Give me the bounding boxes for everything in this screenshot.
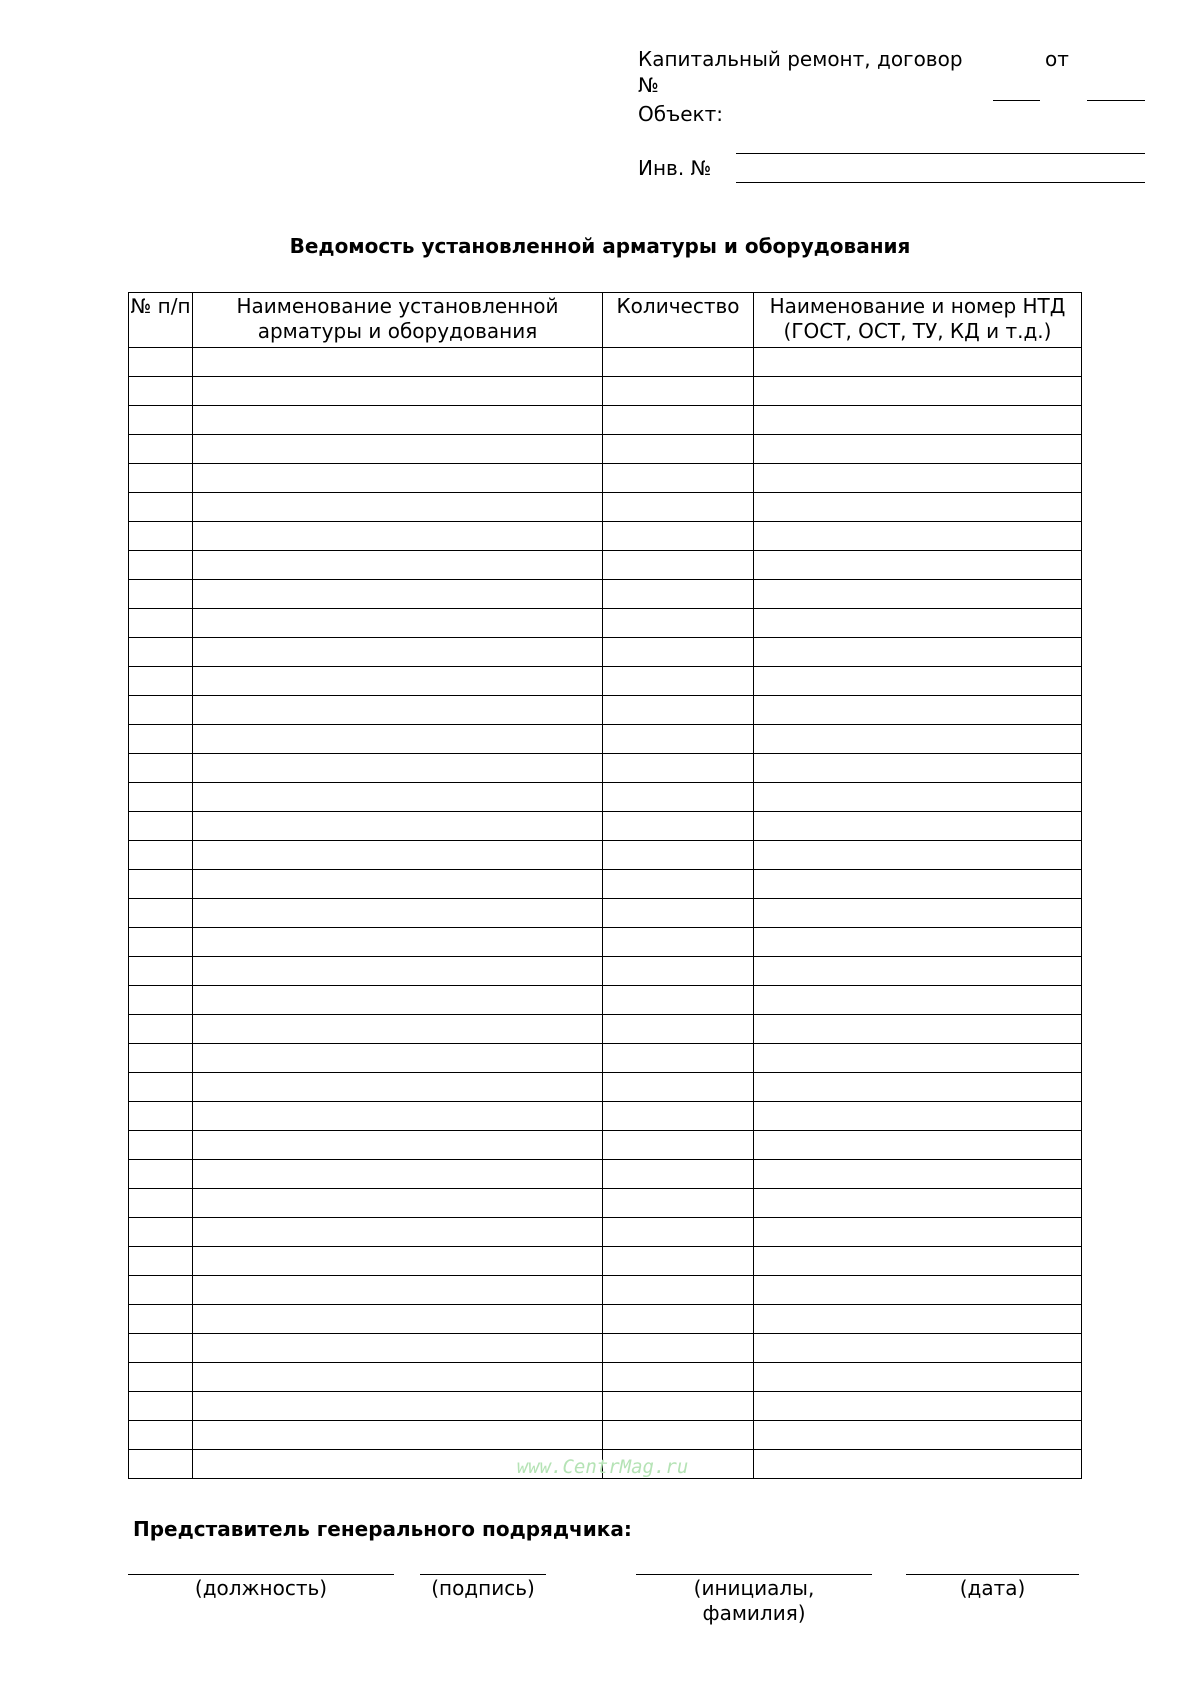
- quantity-cell[interactable]: [603, 609, 754, 638]
- quantity-cell[interactable]: [603, 638, 754, 667]
- table-row: [129, 725, 1082, 754]
- table-row: [129, 377, 1082, 406]
- name-cell[interactable]: [193, 348, 603, 377]
- table-row: [129, 1247, 1082, 1276]
- ntd-cell[interactable]: [754, 1392, 1082, 1421]
- name-cell[interactable]: [193, 870, 603, 899]
- quantity-cell[interactable]: [603, 1218, 754, 1247]
- ntd-cell[interactable]: [754, 870, 1082, 899]
- quantity-cell[interactable]: [603, 1131, 754, 1160]
- ntd-cell[interactable]: [754, 1015, 1082, 1044]
- name-cell[interactable]: [193, 435, 603, 464]
- table-row: [129, 1392, 1082, 1421]
- name-cell[interactable]: [193, 580, 603, 609]
- table-row: [129, 1189, 1082, 1218]
- number-cell[interactable]: [129, 1305, 193, 1334]
- name-cell[interactable]: [193, 1276, 603, 1305]
- table-row: [129, 899, 1082, 928]
- number-cell[interactable]: [129, 493, 193, 522]
- table-row: [129, 580, 1082, 609]
- number-cell[interactable]: [129, 464, 193, 493]
- ntd-cell[interactable]: [754, 1421, 1082, 1450]
- quantity-cell[interactable]: [603, 1363, 754, 1392]
- table-row: [129, 1160, 1082, 1189]
- quantity-cell[interactable]: [603, 1247, 754, 1276]
- quantity-cell[interactable]: [603, 1160, 754, 1189]
- table-row: [129, 696, 1082, 725]
- number-cell[interactable]: [129, 928, 193, 957]
- quantity-cell[interactable]: [603, 464, 754, 493]
- table-row: [129, 406, 1082, 435]
- number-cell[interactable]: [129, 406, 193, 435]
- ntd-cell[interactable]: [754, 609, 1082, 638]
- ntd-cell[interactable]: [754, 435, 1082, 464]
- number-cell[interactable]: [129, 522, 193, 551]
- date-field[interactable]: [906, 1574, 1079, 1575]
- table-row: [129, 522, 1082, 551]
- equipment-table: [128, 292, 1082, 1479]
- name-cell[interactable]: [193, 1073, 603, 1102]
- ntd-cell[interactable]: [754, 725, 1082, 754]
- quantity-cell[interactable]: [603, 580, 754, 609]
- table-row: [129, 551, 1082, 580]
- ntd-cell[interactable]: [754, 1334, 1082, 1363]
- ntd-cell[interactable]: [754, 522, 1082, 551]
- number-cell[interactable]: [129, 1392, 193, 1421]
- contract-date-field[interactable]: [1087, 100, 1145, 101]
- number-cell[interactable]: [129, 1044, 193, 1073]
- name-cell[interactable]: [193, 754, 603, 783]
- name-cell[interactable]: [193, 551, 603, 580]
- ntd-cell[interactable]: [754, 928, 1082, 957]
- col-header-name: Наименование установленной арматуры и оборудования: [193, 293, 603, 348]
- quantity-cell[interactable]: [603, 696, 754, 725]
- number-cell[interactable]: [129, 348, 193, 377]
- quantity-cell[interactable]: [603, 551, 754, 580]
- signature-caption: (подпись): [431, 1576, 535, 1600]
- table-row: [129, 1073, 1082, 1102]
- ntd-cell[interactable]: [754, 377, 1082, 406]
- quantity-cell[interactable]: [603, 870, 754, 899]
- signature-field[interactable]: [420, 1574, 546, 1575]
- quantity-cell[interactable]: [603, 348, 754, 377]
- name-cell[interactable]: [193, 1421, 603, 1450]
- name-caption: (инициалы, фамилия): [693, 1576, 815, 1625]
- number-cell[interactable]: [129, 580, 193, 609]
- ntd-cell[interactable]: [754, 1247, 1082, 1276]
- ntd-cell[interactable]: [754, 1073, 1082, 1102]
- document-title: Ведомость установленной арматуры и оборудования: [289, 234, 911, 258]
- name-cell[interactable]: [193, 1363, 603, 1392]
- number-cell[interactable]: [129, 1247, 193, 1276]
- number-cell[interactable]: [129, 1450, 193, 1479]
- quantity-cell[interactable]: [603, 1189, 754, 1218]
- date-caption: (дата): [959, 1576, 1026, 1600]
- number-cell[interactable]: [129, 638, 193, 667]
- ntd-cell[interactable]: [754, 783, 1082, 812]
- ntd-cell[interactable]: [754, 551, 1082, 580]
- number-cell[interactable]: [129, 870, 193, 899]
- name-cell[interactable]: [193, 493, 603, 522]
- name-cell[interactable]: [193, 725, 603, 754]
- ntd-cell[interactable]: [754, 1189, 1082, 1218]
- quantity-cell[interactable]: [603, 1421, 754, 1450]
- name-cell[interactable]: [193, 1044, 603, 1073]
- watermark: www.CentrMag.ru: [516, 1456, 689, 1478]
- ntd-cell[interactable]: [754, 986, 1082, 1015]
- quantity-cell[interactable]: [603, 1392, 754, 1421]
- ntd-cell[interactable]: [754, 1276, 1082, 1305]
- name-cell[interactable]: [193, 899, 603, 928]
- quantity-cell[interactable]: [603, 1305, 754, 1334]
- col-header-quantity: Количество: [603, 293, 754, 348]
- table-row: [129, 957, 1082, 986]
- table-row: [129, 1044, 1082, 1073]
- ntd-cell[interactable]: [754, 348, 1082, 377]
- table-row: [129, 667, 1082, 696]
- quantity-cell[interactable]: [603, 841, 754, 870]
- number-cell[interactable]: [129, 435, 193, 464]
- name-cell[interactable]: [193, 522, 603, 551]
- ntd-cell[interactable]: [754, 580, 1082, 609]
- quantity-cell[interactable]: [603, 1276, 754, 1305]
- table-row: [129, 754, 1082, 783]
- name-cell[interactable]: [193, 812, 603, 841]
- quantity-cell[interactable]: [603, 783, 754, 812]
- name-cell[interactable]: [193, 1160, 603, 1189]
- name-cell[interactable]: [193, 986, 603, 1015]
- name-cell[interactable]: [193, 1189, 603, 1218]
- number-cell[interactable]: [129, 377, 193, 406]
- quantity-cell[interactable]: [603, 1015, 754, 1044]
- representative-heading: Представитель генерального подрядчика:: [133, 1517, 632, 1541]
- ntd-cell[interactable]: [754, 493, 1082, 522]
- number-cell[interactable]: [129, 899, 193, 928]
- number-cell[interactable]: [129, 1421, 193, 1450]
- number-cell[interactable]: [129, 1218, 193, 1247]
- number-cell[interactable]: [129, 1015, 193, 1044]
- quantity-cell[interactable]: [603, 493, 754, 522]
- number-cell[interactable]: [129, 986, 193, 1015]
- name-cell[interactable]: [193, 1305, 603, 1334]
- quantity-cell[interactable]: [603, 928, 754, 957]
- table-row: [129, 783, 1082, 812]
- number-cell[interactable]: [129, 1363, 193, 1392]
- table-row: [129, 1218, 1082, 1247]
- table-row: [129, 464, 1082, 493]
- quantity-cell[interactable]: [603, 725, 754, 754]
- table-row: [129, 986, 1082, 1015]
- ntd-cell[interactable]: [754, 899, 1082, 928]
- contract-number-field[interactable]: [993, 100, 1040, 101]
- table-row: [129, 1102, 1082, 1131]
- inv-field[interactable]: [736, 182, 1145, 183]
- ntd-cell[interactable]: [754, 1363, 1082, 1392]
- name-cell[interactable]: [193, 783, 603, 812]
- ntd-cell[interactable]: [754, 1450, 1082, 1479]
- name-field[interactable]: [636, 1574, 872, 1575]
- name-cell[interactable]: [193, 1131, 603, 1160]
- number-cell[interactable]: [129, 1073, 193, 1102]
- ntd-cell[interactable]: [754, 1160, 1082, 1189]
- inv-label: Инв. №: [638, 156, 712, 180]
- table-row: [129, 928, 1082, 957]
- ntd-cell[interactable]: [754, 638, 1082, 667]
- number-cell[interactable]: [129, 812, 193, 841]
- quantity-cell[interactable]: [603, 986, 754, 1015]
- table-row: [129, 609, 1082, 638]
- ntd-cell[interactable]: [754, 841, 1082, 870]
- ntd-cell[interactable]: [754, 812, 1082, 841]
- table-row: [129, 348, 1082, 377]
- number-cell[interactable]: [129, 1334, 193, 1363]
- object-field[interactable]: [736, 153, 1145, 154]
- ntd-cell[interactable]: [754, 406, 1082, 435]
- number-cell[interactable]: [129, 609, 193, 638]
- ntd-cell[interactable]: [754, 754, 1082, 783]
- quantity-cell[interactable]: [603, 406, 754, 435]
- object-label: Объект:: [638, 102, 723, 126]
- ntd-cell[interactable]: [754, 667, 1082, 696]
- ntd-cell[interactable]: [754, 1305, 1082, 1334]
- quantity-cell[interactable]: [603, 667, 754, 696]
- name-cell[interactable]: [193, 377, 603, 406]
- ntd-cell[interactable]: [754, 1218, 1082, 1247]
- quantity-cell[interactable]: [603, 899, 754, 928]
- quantity-cell[interactable]: [603, 1044, 754, 1073]
- name-cell[interactable]: [193, 1247, 603, 1276]
- number-cell[interactable]: [129, 1131, 193, 1160]
- table-row: [129, 1363, 1082, 1392]
- name-cell[interactable]: [193, 464, 603, 493]
- ntd-cell[interactable]: [754, 1044, 1082, 1073]
- name-cell[interactable]: [193, 1334, 603, 1363]
- number-cell[interactable]: [129, 725, 193, 754]
- quantity-cell[interactable]: [603, 522, 754, 551]
- name-cell[interactable]: [193, 1392, 603, 1421]
- contract-label: Капитальный ремонт, договор: [638, 47, 963, 71]
- number-cell[interactable]: [129, 1276, 193, 1305]
- name-cell[interactable]: [193, 1015, 603, 1044]
- table-row: [129, 841, 1082, 870]
- quantity-cell[interactable]: [603, 754, 754, 783]
- name-cell[interactable]: [193, 609, 603, 638]
- contract-date-label: от: [1045, 47, 1069, 71]
- number-cell[interactable]: [129, 957, 193, 986]
- quantity-cell[interactable]: [603, 377, 754, 406]
- quantity-cell[interactable]: [603, 812, 754, 841]
- table-row: [129, 1334, 1082, 1363]
- table-row: [129, 1305, 1082, 1334]
- name-cell[interactable]: [193, 406, 603, 435]
- table-header-row: [129, 293, 1082, 348]
- number-cell[interactable]: [129, 1189, 193, 1218]
- number-cell[interactable]: [129, 841, 193, 870]
- quantity-cell[interactable]: [603, 1334, 754, 1363]
- table-row: [129, 870, 1082, 899]
- name-cell[interactable]: [193, 957, 603, 986]
- contract-number-sign: №: [638, 73, 659, 97]
- col-header-number: № п/п: [129, 293, 193, 348]
- ntd-cell[interactable]: [754, 464, 1082, 493]
- table-row: [129, 638, 1082, 667]
- number-cell[interactable]: [129, 696, 193, 725]
- table-row: [129, 1421, 1082, 1450]
- quantity-cell[interactable]: [603, 957, 754, 986]
- name-cell[interactable]: [193, 1102, 603, 1131]
- table-row: [129, 1015, 1082, 1044]
- quantity-cell[interactable]: [603, 1102, 754, 1131]
- position-field[interactable]: [128, 1574, 394, 1575]
- table-row: [129, 812, 1082, 841]
- number-cell[interactable]: [129, 667, 193, 696]
- name-cell[interactable]: [193, 1218, 603, 1247]
- ntd-cell[interactable]: [754, 1102, 1082, 1131]
- number-cell[interactable]: [129, 1102, 193, 1131]
- table-row: [129, 493, 1082, 522]
- name-cell[interactable]: [193, 696, 603, 725]
- quantity-cell[interactable]: [603, 435, 754, 464]
- ntd-cell[interactable]: [754, 1131, 1082, 1160]
- ntd-cell[interactable]: [754, 957, 1082, 986]
- name-cell[interactable]: [193, 841, 603, 870]
- table-row: [129, 1131, 1082, 1160]
- name-cell[interactable]: [193, 667, 603, 696]
- number-cell[interactable]: [129, 1160, 193, 1189]
- number-cell[interactable]: [129, 783, 193, 812]
- table-row: [129, 435, 1082, 464]
- number-cell[interactable]: [129, 551, 193, 580]
- name-cell[interactable]: [193, 638, 603, 667]
- table-row: [129, 1276, 1082, 1305]
- position-caption: (должность): [194, 1576, 328, 1600]
- col-header-ntd: Наименование и номер НТД (ГОСТ, ОСТ, ТУ, КД и т.д.): [754, 293, 1082, 348]
- quantity-cell[interactable]: [603, 1073, 754, 1102]
- ntd-cell[interactable]: [754, 696, 1082, 725]
- name-cell[interactable]: [193, 928, 603, 957]
- number-cell[interactable]: [129, 754, 193, 783]
